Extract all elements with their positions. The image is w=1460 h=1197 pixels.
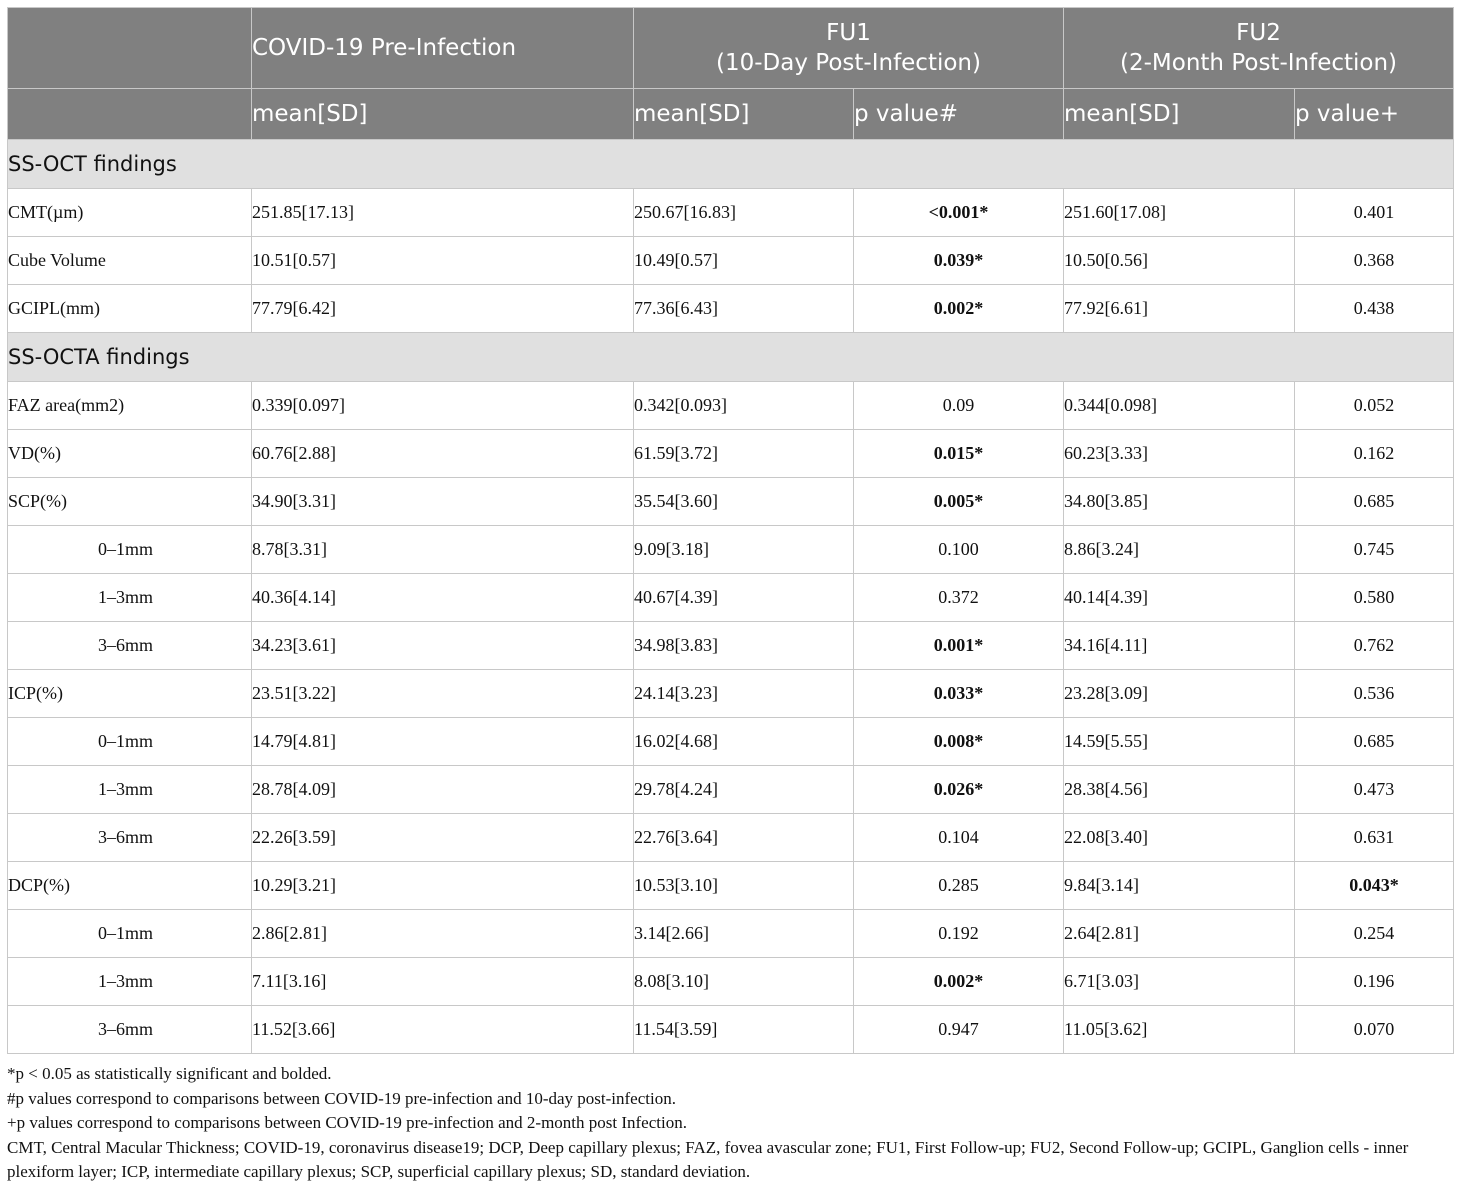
row-label: FAZ area(mm2) (8, 382, 252, 430)
table-row (8, 574, 1454, 622)
fu2-value: 22.08[3.40] (1064, 814, 1295, 862)
table-footnotes (7, 1062, 1453, 1185)
subheader-fu2-p: p value+ (1295, 89, 1454, 140)
table-row (8, 430, 1454, 478)
fu2-p-value: 0.745 (1295, 526, 1454, 574)
fu2-p-value: 0.762 (1295, 622, 1454, 670)
fu2-p-value: 0.070 (1295, 1006, 1454, 1054)
fu1-value: 11.54[3.59] (634, 1006, 854, 1054)
row-label: Cube Volume (8, 237, 252, 285)
pre-infection-value: 7.11[3.16] (252, 958, 634, 1006)
fu2-p-value: 0.580 (1295, 574, 1454, 622)
results-table (7, 7, 1454, 1054)
fu1-p-value: 0.008* (854, 718, 1064, 766)
fu2-value: 34.80[3.85] (1064, 478, 1295, 526)
table-row (8, 1006, 1454, 1054)
header-row-sub (8, 89, 1454, 140)
fu2-p-value: 0.196 (1295, 958, 1454, 1006)
fu2-value: 60.23[3.33] (1064, 430, 1295, 478)
fu2-value: 11.05[3.62] (1064, 1006, 1295, 1054)
fu1-value: 61.59[3.72] (634, 430, 854, 478)
row-label: ICP(%) (8, 670, 252, 718)
fu1-p-value: <0.001* (854, 189, 1064, 237)
section-title: SS-OCT findings (8, 140, 1454, 189)
fu2-value: 8.86[3.24] (1064, 526, 1295, 574)
fu2-value: 28.38[4.56] (1064, 766, 1295, 814)
fu1-value: 9.09[3.18] (634, 526, 854, 574)
fu2-p-value: 0.685 (1295, 718, 1454, 766)
fu1-p-value: 0.026* (854, 766, 1064, 814)
table-row (8, 285, 1454, 333)
fu1-p-value: 0.09 (854, 382, 1064, 430)
subheader-fu1-p: p value# (854, 89, 1064, 140)
subheader-fu1-mean: mean[SD] (634, 89, 854, 140)
table-row (8, 862, 1454, 910)
footnote-abbreviations: CMT, Central Macular Thickness; COVID-19, coronavirus disease19; DCP, Deep capillary plexus; FAZ, fovea avascular zone; FU1, First Follow-up; FU2, Second Follow-up; GCIPL, Ganglion cells - inner plexiform layer; ICP, intermediate capillary plexus; SCP, superficial capillary plexus; SD, standard deviation. (7, 1137, 1409, 1181)
footnote-significance: *p < 0.05 as statistically significant and bolded. (7, 1064, 332, 1083)
fu2-value: 6.71[3.03] (1064, 958, 1295, 1006)
table-row (8, 382, 1454, 430)
table-row (8, 622, 1454, 670)
fu1-p-value: 0.033* (854, 670, 1064, 718)
row-label: 1–3mm (8, 958, 252, 1006)
header-pre-infection: COVID-19 Pre-Infection (252, 8, 634, 89)
fu1-p-value: 0.100 (854, 526, 1064, 574)
row-label: CMT(µm) (8, 189, 252, 237)
fu2-value: 2.64[2.81] (1064, 910, 1295, 958)
pre-infection-value: 77.79[6.42] (252, 285, 634, 333)
pre-infection-value: 14.79[4.81] (252, 718, 634, 766)
table-container (7, 7, 1453, 1185)
header-fu2-subtitle: (2-Month Post-Infection) (1120, 50, 1398, 76)
pre-infection-value: 0.339[0.097] (252, 382, 634, 430)
pre-infection-value: 8.78[3.31] (252, 526, 634, 574)
table-row (8, 766, 1454, 814)
row-label: 0–1mm (8, 910, 252, 958)
pre-infection-value: 10.29[3.21] (252, 862, 634, 910)
fu1-p-value: 0.192 (854, 910, 1064, 958)
fu1-value: 24.14[3.23] (634, 670, 854, 718)
fu2-value: 40.14[4.39] (1064, 574, 1295, 622)
row-label: 3–6mm (8, 1006, 252, 1054)
table-row (8, 189, 1454, 237)
fu2-p-value: 0.162 (1295, 430, 1454, 478)
fu2-p-value: 0.401 (1295, 189, 1454, 237)
pre-infection-value: 34.23[3.61] (252, 622, 634, 670)
subheader-empty-cell (8, 89, 252, 140)
row-label: GCIPL(mm) (8, 285, 252, 333)
section-header-row (8, 140, 1454, 189)
pre-infection-value: 28.78[4.09] (252, 766, 634, 814)
row-label: 1–3mm (8, 574, 252, 622)
fu2-p-value: 0.631 (1295, 814, 1454, 862)
fu1-value: 8.08[3.10] (634, 958, 854, 1006)
fu1-p-value: 0.285 (854, 862, 1064, 910)
fu1-value: 10.53[3.10] (634, 862, 854, 910)
row-label: 3–6mm (8, 622, 252, 670)
fu2-value: 9.84[3.14] (1064, 862, 1295, 910)
table-row (8, 478, 1454, 526)
fu1-p-value: 0.947 (854, 1006, 1064, 1054)
row-label: SCP(%) (8, 478, 252, 526)
header-fu1-subtitle: (10-Day Post-Infection) (716, 50, 981, 76)
fu1-value: 3.14[2.66] (634, 910, 854, 958)
fu1-value: 35.54[3.60] (634, 478, 854, 526)
fu2-p-value: 0.473 (1295, 766, 1454, 814)
header-empty-cell (8, 8, 252, 89)
fu1-p-value: 0.001* (854, 622, 1064, 670)
row-label: 0–1mm (8, 526, 252, 574)
table-row (8, 526, 1454, 574)
footnote-p-fu2: +p values correspond to comparisons between COVID-19 pre-infection and 2-month post Infection. (7, 1113, 687, 1132)
fu1-p-value: 0.039* (854, 237, 1064, 285)
footnote-p-fu1: #p values correspond to comparisons between COVID-19 pre-infection and 10-day post-infection. (7, 1088, 676, 1108)
table-row (8, 670, 1454, 718)
fu2-p-value: 0.438 (1295, 285, 1454, 333)
fu2-value: 0.344[0.098] (1064, 382, 1295, 430)
pre-infection-value: 10.51[0.57] (252, 237, 634, 285)
fu1-p-value: 0.002* (854, 958, 1064, 1006)
pre-infection-value: 60.76[2.88] (252, 430, 634, 478)
table-body (8, 140, 1454, 1054)
fu2-p-value: 0.052 (1295, 382, 1454, 430)
pre-infection-value: 40.36[4.14] (252, 574, 634, 622)
fu1-value: 40.67[4.39] (634, 574, 854, 622)
pre-infection-value: 23.51[3.22] (252, 670, 634, 718)
fu1-p-value: 0.372 (854, 574, 1064, 622)
fu1-value: 0.342[0.093] (634, 382, 854, 430)
fu2-value: 14.59[5.55] (1064, 718, 1295, 766)
table-row (8, 814, 1454, 862)
pre-infection-value: 11.52[3.66] (252, 1006, 634, 1054)
header-fu2 (1064, 8, 1454, 89)
row-label: DCP(%) (8, 862, 252, 910)
fu2-value: 34.16[4.11] (1064, 622, 1295, 670)
subheader-fu2-mean: mean[SD] (1064, 89, 1295, 140)
fu2-p-value: 0.368 (1295, 237, 1454, 285)
fu2-p-value: 0.254 (1295, 910, 1454, 958)
fu1-p-value: 0.005* (854, 478, 1064, 526)
header-fu2-title: FU2 (1236, 20, 1281, 46)
table-row (8, 958, 1454, 1006)
fu1-p-value: 0.104 (854, 814, 1064, 862)
table-row (8, 718, 1454, 766)
row-label: 1–3mm (8, 766, 252, 814)
section-header-row (8, 333, 1454, 382)
header-fu1-title: FU1 (826, 20, 871, 46)
table-row (8, 910, 1454, 958)
fu2-value: 251.60[17.08] (1064, 189, 1295, 237)
header-row-top (8, 8, 1454, 89)
subheader-pre-mean: mean[SD] (252, 89, 634, 140)
pre-infection-value: 22.26[3.59] (252, 814, 634, 862)
pre-infection-value: 2.86[2.81] (252, 910, 634, 958)
header-fu1 (634, 8, 1064, 89)
fu1-value: 10.49[0.57] (634, 237, 854, 285)
fu1-value: 34.98[3.83] (634, 622, 854, 670)
section-title: SS-OCTA findings (8, 333, 1454, 382)
fu1-value: 29.78[4.24] (634, 766, 854, 814)
fu1-value: 16.02[4.68] (634, 718, 854, 766)
table-row (8, 237, 1454, 285)
row-label: 0–1mm (8, 718, 252, 766)
fu1-value: 250.67[16.83] (634, 189, 854, 237)
fu2-value: 23.28[3.09] (1064, 670, 1295, 718)
pre-infection-value: 34.90[3.31] (252, 478, 634, 526)
fu2-p-value: 0.536 (1295, 670, 1454, 718)
fu2-p-value: 0.685 (1295, 478, 1454, 526)
row-label: 3–6mm (8, 814, 252, 862)
fu1-value: 22.76[3.64] (634, 814, 854, 862)
fu1-p-value: 0.002* (854, 285, 1064, 333)
fu2-value: 10.50[0.56] (1064, 237, 1295, 285)
fu1-value: 77.36[6.43] (634, 285, 854, 333)
pre-infection-value: 251.85[17.13] (252, 189, 634, 237)
row-label: VD(%) (8, 430, 252, 478)
fu2-p-value: 0.043* (1295, 862, 1454, 910)
fu1-p-value: 0.015* (854, 430, 1064, 478)
fu2-value: 77.92[6.61] (1064, 285, 1295, 333)
